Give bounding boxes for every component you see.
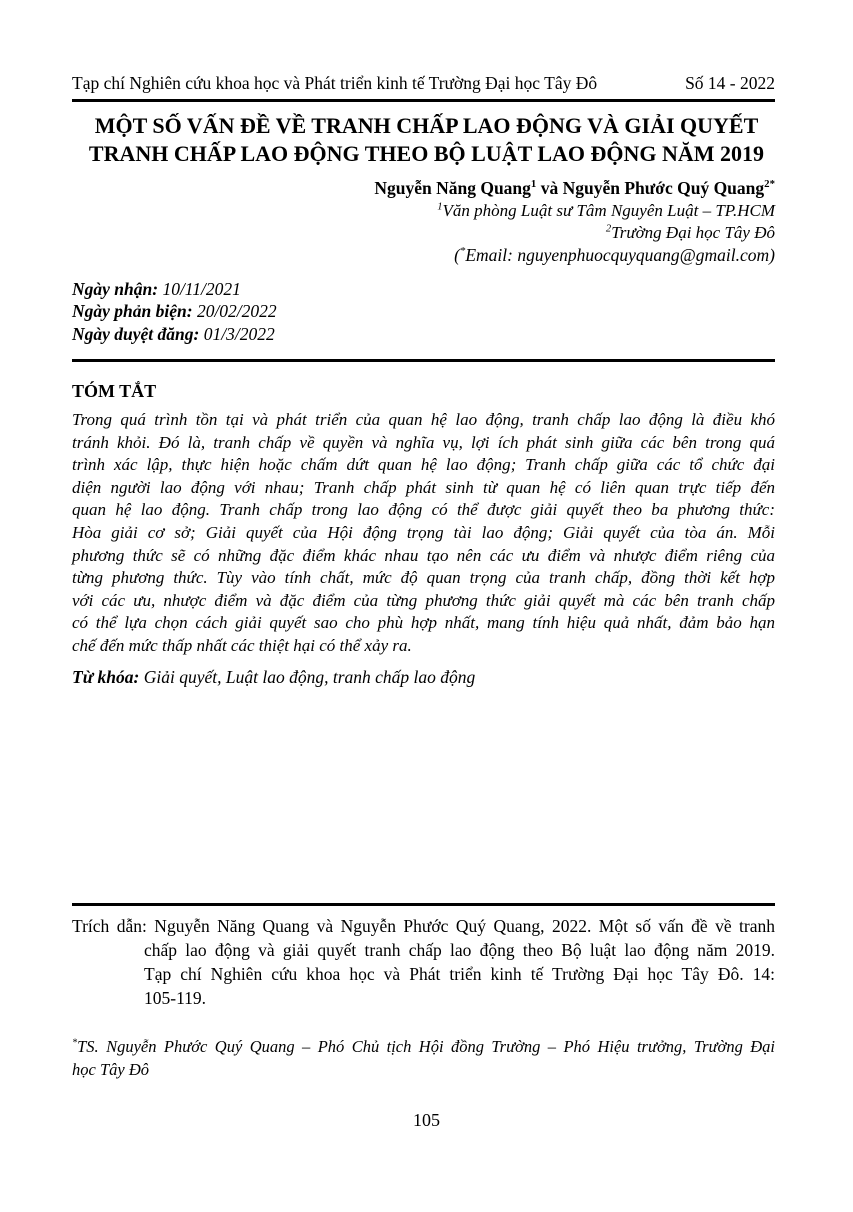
text-line: có thể lựa chọn cách giải quyết sao cho phù hợp nhất, mang tính hiệu quả nhất, đảm bảo hạn xyxy=(72,613,775,633)
author-2-name: Nguyễn Phước Quý Quang xyxy=(562,178,765,198)
affiliation-2-superscript: 2 xyxy=(605,223,612,235)
footnote-line-1 xyxy=(72,1036,775,1059)
affiliation-2-text: Trường Đại học Tây Đô xyxy=(611,223,775,242)
divider-above-abstract xyxy=(72,359,775,362)
text-line: Trong quá trình tồn tại và phát triển của quan hệ lao động, tranh chấp lao động là điều khó xyxy=(72,410,775,429)
authors-connector: và xyxy=(536,178,563,198)
email-text: Email: nguyenphuocquyquang@gmail.com) xyxy=(465,245,775,265)
text-line: chế đến mức thấp nhất các thiệt hại có thể xảy ra. xyxy=(72,635,412,655)
email-superscript: * xyxy=(459,245,466,258)
text-line: Hòa giải cơ sở; Giải quyết của Hội động trọng tài lao động; Giải quyết của tòa án. Mỗi xyxy=(72,522,775,542)
text-line: quan hệ lao động. Tranh chấp trong lao động có thể được giải quyết theo ba phương thức: xyxy=(72,500,775,520)
text-line: Trích dẫn: Nguyễn Năng Quang và Nguyễn Phước Quý Quang, 2022. Một số vấn đề về tranh xyxy=(72,916,775,936)
affiliation-1-superscript: 1 xyxy=(437,201,443,213)
text-line: diện người lao động với nhau; Tranh chấp phát sinh từ quan hệ có liên quan trực tiếp đến xyxy=(72,477,775,497)
text-line: từng phương thức. Tùy vào tính chất, mức độ quan trọng của tranh chấp, đồng thời kết hợp xyxy=(72,568,775,588)
text-line: trình xác lập, thực hiện hoặc chấm dứt quan hệ lao động; Tranh chấp giữa các tổ chức đại xyxy=(72,455,775,475)
affiliation-2 xyxy=(72,222,775,244)
affiliation-1 xyxy=(72,200,775,222)
dates-block xyxy=(72,278,277,345)
author-1-superscript: 1 xyxy=(530,178,537,191)
author-footnote xyxy=(72,1036,775,1081)
footnote-line-2: học Tây Đô xyxy=(72,1059,149,1079)
text-line: tránh khỏi. Đó là, tranh chấp về quyền và nghĩa vụ, lợi ích phát sinh giữa các bên trong quá xyxy=(72,432,775,452)
accepted-date-value: 01/3/2022 xyxy=(199,323,275,344)
journal-name: Tạp chí Nghiên cứu khoa học và Phát triển kinh tế Trường Đại học Tây Đô xyxy=(72,73,598,93)
affiliation-1-text: Văn phòng Luật sư Tâm Nguyên Luật – TP.HCM xyxy=(442,201,775,220)
citation-block xyxy=(72,914,775,1010)
author-1-name: Nguyễn Năng Quang xyxy=(374,178,531,198)
accepted-date-label: Ngày duyệt đăng: xyxy=(72,323,200,344)
email-open-paren: ( xyxy=(454,245,460,265)
authors-block xyxy=(72,177,775,267)
reviewed-date-label: Ngày phản biện: xyxy=(72,301,193,322)
issue-number: Số 14 - 2022 xyxy=(685,73,775,93)
accepted-date-row xyxy=(72,323,277,345)
text-line: chấp lao động và giải quyết tranh chấp lao động theo Bộ luật lao động năm 2019. xyxy=(144,940,775,960)
reviewed-date-value: 20/02/2022 xyxy=(192,301,277,322)
keywords-label: Từ khóa: xyxy=(72,667,140,687)
page-header xyxy=(72,72,775,102)
footnote-line-1-text: TS. Nguyễn Phước Quý Quang – Phó Chủ tịch Hội đồng Trường – Phó Hiệu trưởng, Trường Đại xyxy=(77,1037,775,1056)
authors-line xyxy=(72,177,775,200)
abstract-heading: TÓM TẮT xyxy=(72,381,157,401)
received-date-label: Ngày nhận: xyxy=(72,279,159,299)
article-title xyxy=(40,112,813,168)
page-number: 105 xyxy=(413,1110,440,1130)
article-title-line-1: MỘT SỐ VẤN ĐỀ VỀ TRANH CHẤP LAO ĐỘNG VÀ GIẢI QUYẾT xyxy=(94,113,759,138)
footnote-superscript: * xyxy=(72,1037,78,1049)
received-date-row xyxy=(72,278,277,300)
keywords-text: Giải quyết, Luật lao động, tranh chấp lao động xyxy=(139,667,476,687)
text-line: 105-119. xyxy=(144,988,207,1008)
text-line: với các ưu, nhược điểm và đặc điểm của từng phương thức giải quyết mà các bên tranh chấp xyxy=(72,590,775,610)
text-line: Tạp chí Nghiên cứu khoa học và Phát triển kinh tế Trường Đại học Tây Đô. 14: xyxy=(144,964,775,984)
received-date-value: 10/11/2021 xyxy=(158,279,241,299)
abstract-body xyxy=(72,409,775,658)
keywords-line xyxy=(72,666,775,689)
article-title-line-2: TRANH CHẤP LAO ĐỘNG THEO BỘ LUẬT LAO ĐỘNG NĂM 2019 xyxy=(88,141,765,166)
author-2-superscript: 2* xyxy=(764,178,775,191)
reviewed-date-row xyxy=(72,300,277,322)
email-line xyxy=(72,244,775,267)
divider-above-citation xyxy=(72,903,775,906)
text-line: phương thức sẽ có những đặc điểm khác nhau tạo nên các ưu điểm và nhược điểm riêng của xyxy=(72,545,775,565)
